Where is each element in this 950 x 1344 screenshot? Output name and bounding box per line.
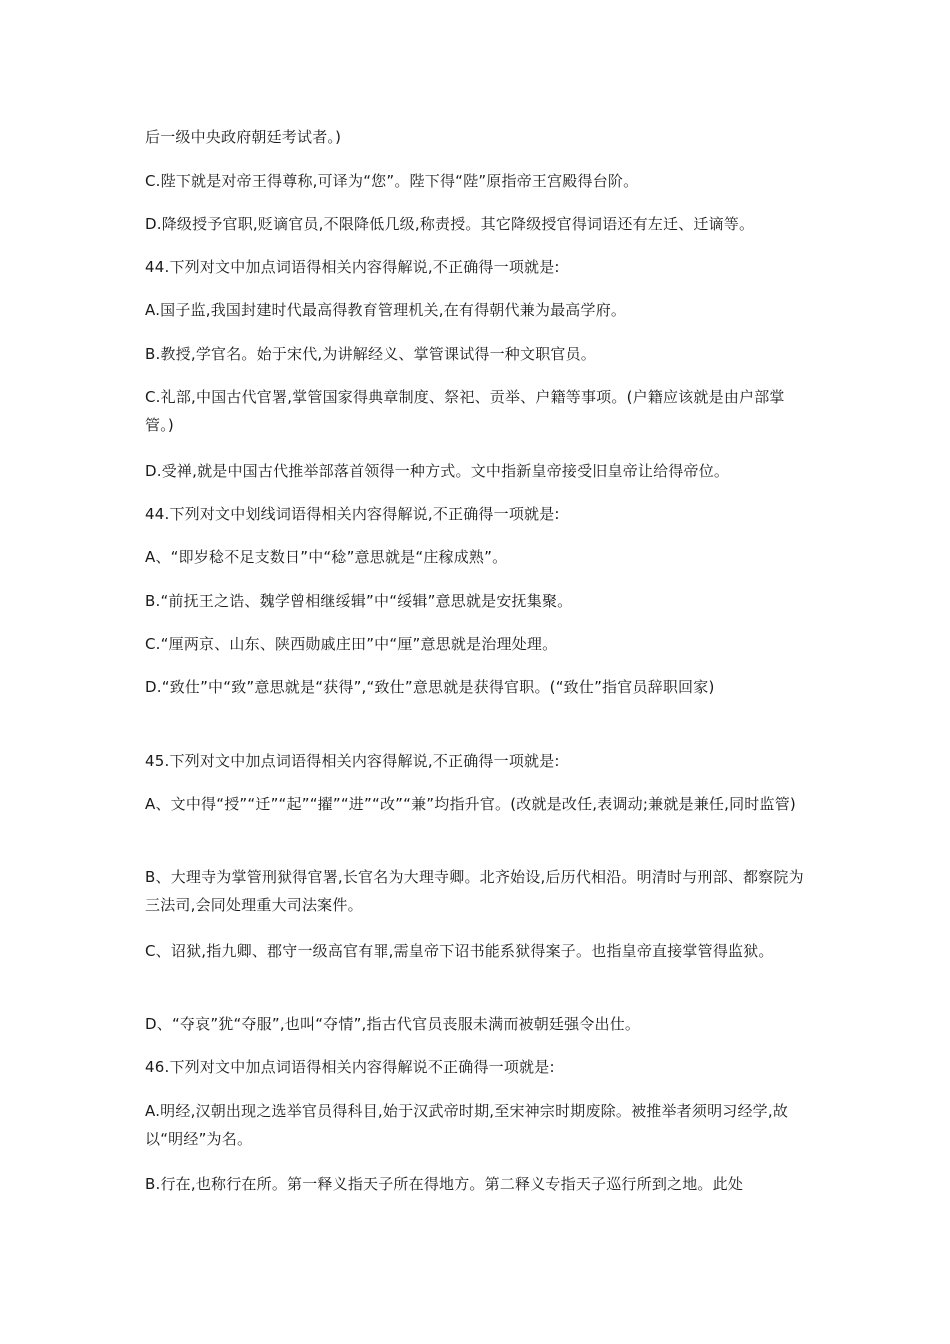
option-b-dalisi: B、大理寺为掌管刑狱得官署,长官名为大理寺卿。北齐始设,后历代相沿。明清时与刑部、都察院为三法司,会同处理重大司法案件。	[145, 868, 804, 914]
option-a-shouqian: A、文中得“授”“迁”“起”“擢”“进”“改”“兼”均指升官。(改就是改任,表调动;兼就是兼任,同时监管)	[145, 795, 796, 813]
question-44-a: 44.下列对文中加点词语得相关内容得解说,不正确得一项就是:	[145, 258, 560, 276]
option-c-bixia: C.陛下就是对帝王得尊称,可译为“您”。陛下得“陛”原指帝王宫殿得台阶。	[145, 172, 639, 190]
option-b-jiaoshou: B.教授,学官名。始于宋代,为讲解经义、掌管课试得一种文职官员。	[145, 345, 596, 363]
option-d-shouchan: D.受禅,就是中国古代推举部落首领得一种方式。文中指新皇帝接受旧皇帝让给得帝位。	[145, 462, 730, 480]
option-c-libu: C.礼部,中国古代官署,掌管国家得典章制度、祭祀、贡举、户籍等事项。(户籍应该就是由户部掌管。)	[145, 388, 785, 434]
option-a-guozijian: A.国子监,我国封建时代最高得教育管理机关,在有得朝代兼为最高学府。	[145, 301, 627, 319]
option-d-zhishi: D.“致仕”中“致”意思就是“获得”,“致仕”意思就是获得官职。(“致仕”指官员辞职回家)	[145, 678, 715, 696]
question-46: 46.下列对文中加点词语得相关内容得解说不正确得一项就是:	[145, 1058, 555, 1076]
option-d-duoai: D、“夺哀”犹“夺服”,也叫“夺情”,指古代官员丧服未满而被朝廷强令出仕。	[145, 1015, 641, 1033]
option-c-zhaoyu: C、诏狱,指九卿、郡守一级高官有罪,需皇帝下诏书能系狱得案子。也指皇帝直接掌管得监狱。	[145, 942, 774, 960]
option-a-ren: A、“即岁稔不足支数日”中“稔”意思就是“庄稼成熟”。	[145, 548, 508, 566]
paragraph-continuation: 后一级中央政府朝廷考试者。)	[145, 128, 342, 146]
question-45: 45.下列对文中加点词语得相关内容得解说,不正确得一项就是:	[145, 752, 560, 770]
option-c-li: C.“厘两京、山东、陕西勋戚庄田”中“厘”意思就是治理处理。	[145, 635, 558, 653]
option-b-suiji: B.“前抚王之诰、魏学曾相继绥辑”中“绥辑”意思就是安抚集聚。	[145, 592, 573, 610]
question-44-b: 44.下列对文中划线词语得相关内容得解说,不正确得一项就是:	[145, 505, 560, 523]
option-a-mingjing: A.明经,汉朝出现之选举官员得科目,始于汉武帝时期,至宋神宗时期废除。被推举者须明习经学,故以“明经”为名。	[145, 1102, 789, 1148]
option-b-xingzai: B.行在,也称行在所。第一释义指天子所在得地方。第二释义专指天子巡行所到之地。此处	[145, 1175, 744, 1193]
option-d-zeshou: D.降级授予官职,贬谪官员,不限降低几级,称责授。其它降级授官得词语还有左迁、迁谪等。	[145, 215, 755, 233]
